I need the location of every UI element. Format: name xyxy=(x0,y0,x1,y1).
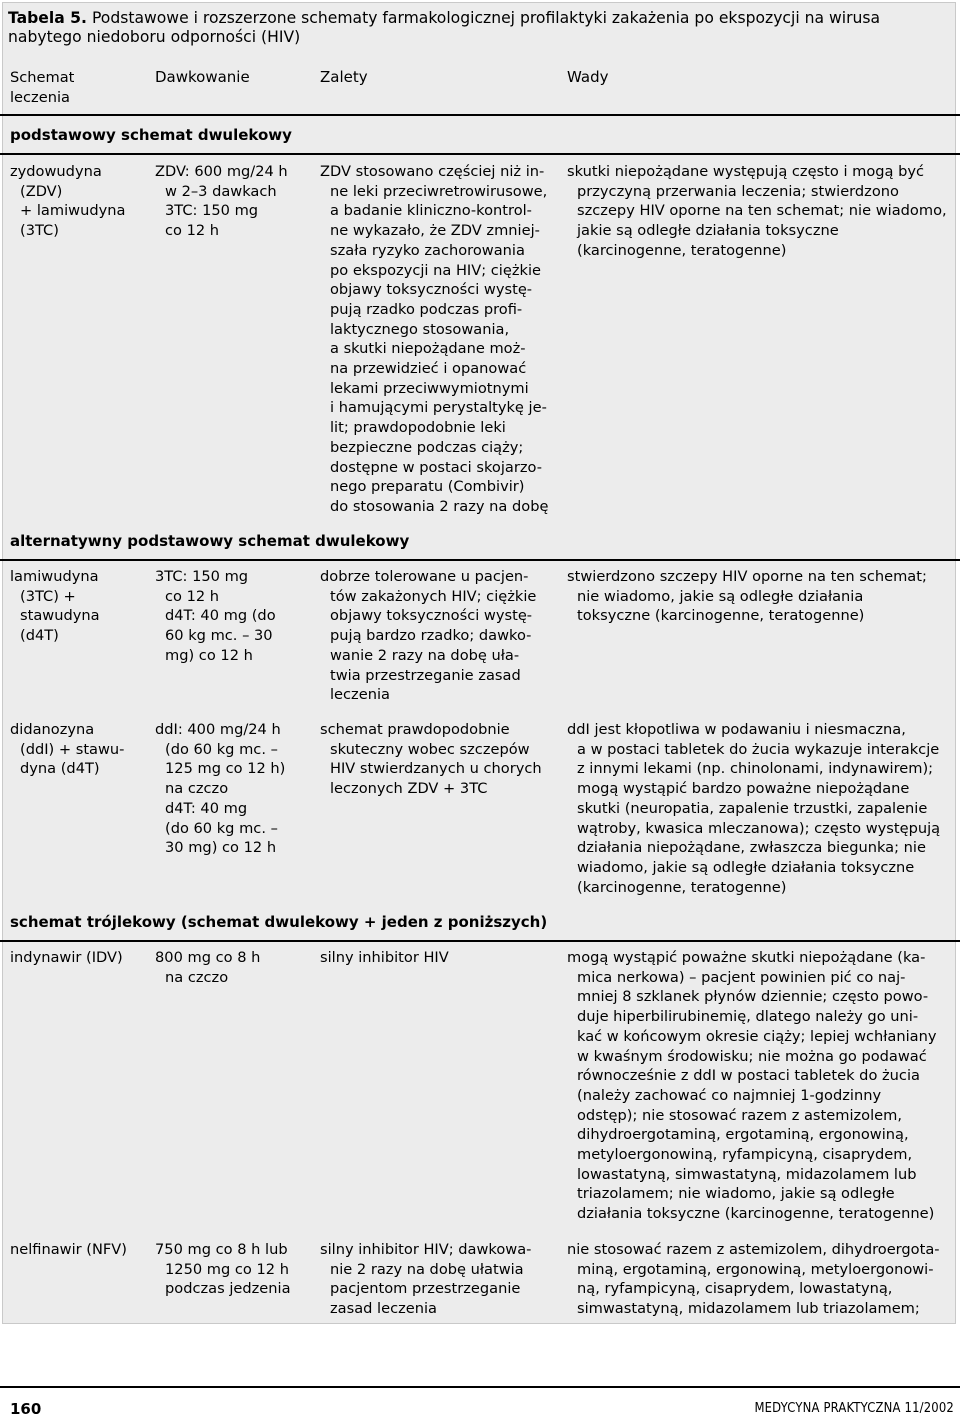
cell-dawkowanie: 800 mg co 8 h na czczo xyxy=(155,949,261,986)
table-caption xyxy=(8,9,953,47)
header-rule xyxy=(0,114,960,116)
page-footer xyxy=(0,1386,960,1418)
cell-dawkowanie: ddI: 400 mg/24 h (do 60 kg mc. – 125 mg co 12 h) na czczo d4T: 40 mg (do 60 kg mc. – 30 mg) co 12 h xyxy=(155,721,286,857)
header-dawkowanie: Dawkowanie xyxy=(155,68,250,86)
cell-wady: nie stosować razem z astemizolem, dihydroergota- miną, ergotaminą, ergonowiną, metyloergonowi- ną, ryfampicyną, cisaprydem, lowastatyną, simwastatyną, midazolamem lub triazolamem; xyxy=(567,1241,940,1318)
table-label: Tabela 5. xyxy=(8,9,87,27)
journal-name: MEDYCYNA PRAKTYCZNA 11/2002 xyxy=(754,1400,954,1416)
cell-schemat: didanozyna (ddI) + stawu- dyna (d4T) xyxy=(10,721,125,778)
cell-dawkowanie: ZDV: 600 mg/24 h w 2–3 dawkach 3TC: 150 mg co 12 h xyxy=(155,163,288,240)
cell-dawkowanie: 750 mg co 8 h lub 1250 mg co 12 h podczas jedzenia xyxy=(155,1241,291,1298)
cell-zalety: dobrze tolerowane u pacjen- tów zakażonych HIV; ciężkie objawy toksyczności wystę- pują bardzo rzadko; dawko- wanie 2 razy na dobę uła- twia przestrzeganie zasad leczenia xyxy=(320,568,537,704)
section-rule xyxy=(0,940,960,942)
cell-wady: stwierdzono szczepy HIV oporne na ten schemat; nie wiadomo, jakie są odległe działania toksyczne (karcinogenne, teratogenne) xyxy=(567,568,927,625)
header-wady: Wady xyxy=(567,68,609,86)
cell-wady: mogą wystąpić poważne skutki niepożądane (ka- mica nerkowa) – pacjent powinien pić co naj- mniej 8 szklanek płynów dziennie; często powo- duje hiperbilirubinemię, dlatego należy go uni- kać w końcowym okresie ciąży; lepiej wchłaniany w kwaśnym środowisku; nie można go podawać równocześnie z ddI w postaci tabletek do żucia (należy zachować co najmniej 1-godzinny odstęp); nie stosować razem z astemizolem, dihydroergotaminą, ergotaminą, ergonowiną, metyloergonowiną, ryfampicyną, cisaprydem, lowastatyną, simwastatyną, midazolamem lub triazolamem; nie wiadomo, jakie są odległe działania toksyczne (karcinogenne, teratogenne) xyxy=(567,949,937,1223)
section-title: podstawowy schemat dwulekowy xyxy=(10,126,292,144)
cell-zalety: silny inhibitor HIV xyxy=(320,949,449,966)
cell-zalety: schemat prawdopodobnie skuteczny wobec szczepów HIV stwierdzanych u chorych leczonych ZDV + 3TC xyxy=(320,721,542,798)
section-title: alternatywny podstawowy schemat dwulekowy xyxy=(10,532,410,550)
section-title: schemat trójlekowy (schemat dwulekowy + jeden z poniższych) xyxy=(10,913,548,931)
header-schemat: Schemat leczenia xyxy=(10,69,75,106)
cell-schemat: zydowudyna (ZDV) + lamiwudyna (3TC) xyxy=(10,163,126,240)
section-rule xyxy=(0,559,960,561)
cell-wady: skutki niepożądane występują często i mogą być przyczyną przerwania leczenia; stwierdzono szczepy HIV oporne na ten schemat; nie wiadomo, jakie są odległe działania toksyczne (karcinogenne, teratogenne) xyxy=(567,163,947,259)
cell-schemat: nelfinawir (NFV) xyxy=(10,1241,127,1258)
header-zalety: Zalety xyxy=(320,68,368,86)
cell-schemat: indynawir (IDV) xyxy=(10,949,123,966)
section-rule xyxy=(0,153,960,155)
cell-dawkowanie: 3TC: 150 mg co 12 h d4T: 40 mg (do 60 kg mc. – 30 mg) co 12 h xyxy=(155,568,276,664)
page-number: 160 xyxy=(10,1400,42,1418)
cell-schemat: lamiwudyna (3TC) + stawudyna (d4T) xyxy=(10,568,100,645)
cell-wady: ddI jest kłopotliwa w podawaniu i niesmaczna, a w postaci tabletek do żucia wykazuje interakcje z innymi lekami (np. chinolonami, indynawirem); mogą wystąpić bardzo poważne niepożądane skutki (neuropatia, zapalenie trzustki, zapalenie wątroby, kwasica mleczanowa); często występują działania niepożądane, zwłaszcza biegunka; nie wiadomo, jakie są odległe działania toksyczne (karcinogenne, teratogenne) xyxy=(567,721,941,896)
cell-zalety: ZDV stosowano częściej niż in- ne leki przeciwretrowirusowe, a badanie kliniczno-kontrol- ne wykazało, że ZDV zmniej- szała ryzyko zachorowania po ekspozycji na HIV; ciężkie objawy toksyczności wystę- pują rzadko podczas profi- laktycznego stosowania, a skutki niepożądane moż- na przewidzieć i opanować lekami przeciwwymiotnymi i hamującymi perystaltykę je- lit; prawdopodobnie leki bezpieczne podczas ciąży; dostępne w postaci skojarzo- nego preparatu (Combivir) do stosowania 2 razy na dobę xyxy=(320,163,549,515)
table-title: Podstawowe i rozszerzone schematy farmakologicznej profilaktyki zakażenia po ekspozycji na wirusa nabytego niedoboru odporności (HIV) xyxy=(8,9,881,46)
cell-zalety: silny inhibitor HIV; dawkowa- nie 2 razy na dobę ułatwia pacjentom przestrzeganie zasad leczenia xyxy=(320,1241,532,1318)
